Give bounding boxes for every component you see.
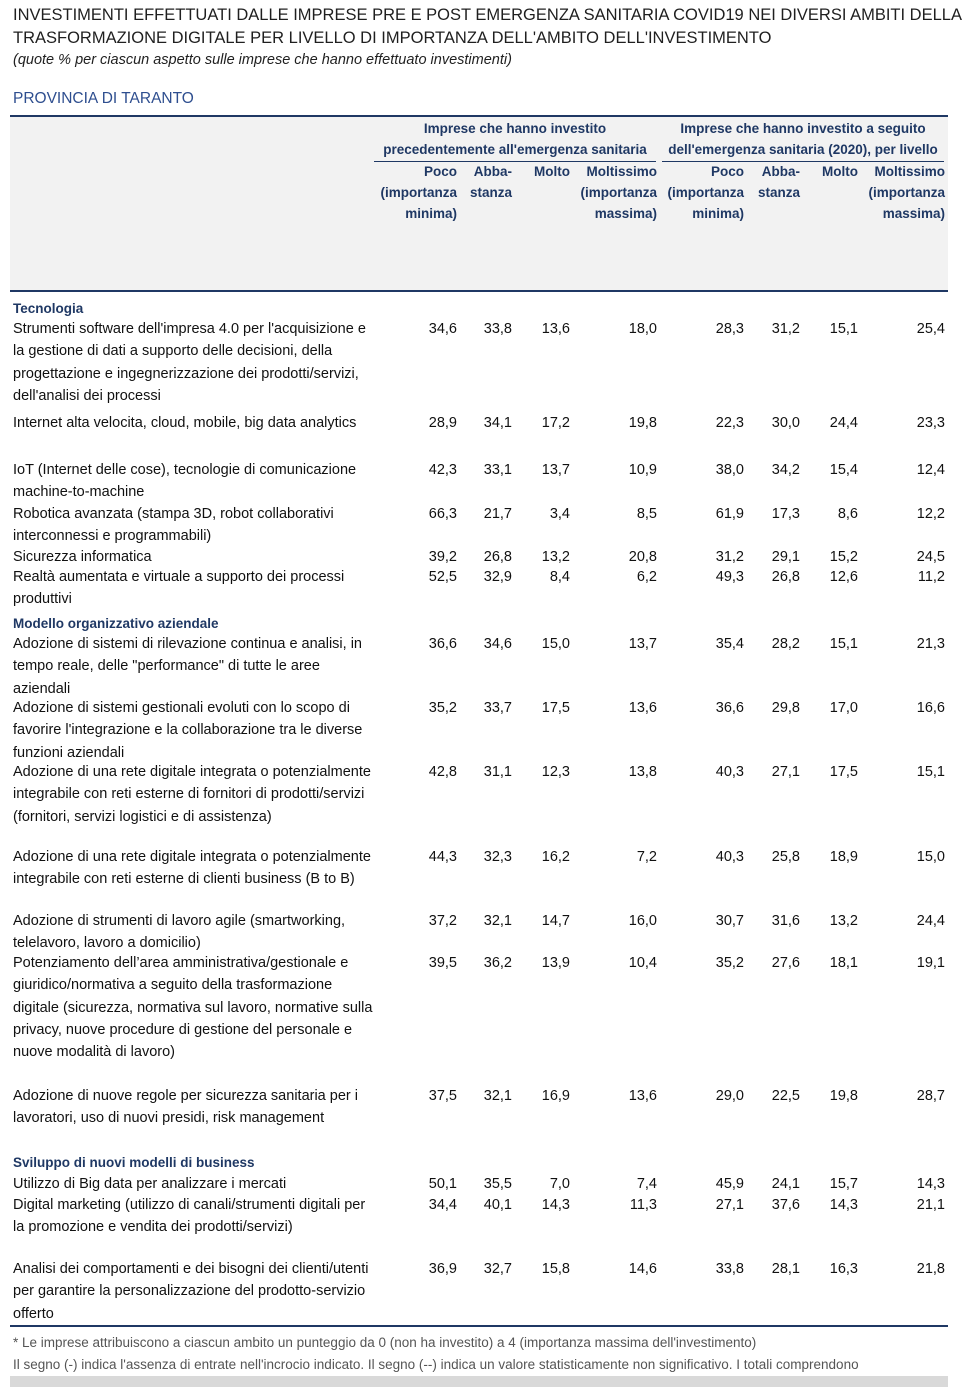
cell-value: 10,4 <box>628 955 657 971</box>
cell-value: 24,5 <box>916 549 945 565</box>
cell-value: 36,6 <box>715 700 744 716</box>
cell-value: 12,2 <box>916 506 945 522</box>
cell-value: 13,9 <box>541 955 570 971</box>
row-label: Digital marketing (utilizzo di canali/strumenti digitali per la promozione e vendita dei prodotti/servizi) <box>13 1197 366 1236</box>
column-header: Moltissimo (importanza massima) <box>580 164 657 221</box>
cell-value: 19,1 <box>916 955 945 971</box>
cell-value: 34,6 <box>483 636 512 652</box>
cell-value: 32,7 <box>483 1261 512 1277</box>
cell-value: 34,6 <box>428 321 457 337</box>
cell-value: 13,2 <box>541 549 570 565</box>
cell-value: 23,3 <box>916 415 945 431</box>
column-header: Molto <box>534 164 570 179</box>
cell-value: 44,3 <box>428 849 457 865</box>
cell-value: 12,6 <box>829 569 858 585</box>
row-label: Robotica avanzata (stampa 3D, robot collaborativi interconnessi e programmabili) <box>13 506 334 545</box>
cell-value: 10,9 <box>628 462 657 478</box>
cell-value: 31,2 <box>715 549 744 565</box>
cell-value: 33,8 <box>715 1261 744 1277</box>
cell-value: 8,4 <box>549 569 570 585</box>
cell-value: 28,3 <box>715 321 744 337</box>
cell-value: 15,1 <box>916 764 945 780</box>
cell-value: 6,2 <box>636 569 657 585</box>
cell-value: 49,3 <box>715 569 744 585</box>
cell-value: 13,6 <box>628 1088 657 1104</box>
cell-value: 39,2 <box>428 549 457 565</box>
cell-value: 16,6 <box>916 700 945 716</box>
section-title-nuovi-modelli-business: Sviluppo di nuovi modelli di business <box>13 1155 255 1170</box>
cell-value: 19,8 <box>628 415 657 431</box>
cell-value: 42,8 <box>428 764 457 780</box>
cell-value: 34,2 <box>771 462 800 478</box>
cell-value: 28,9 <box>428 415 457 431</box>
cell-value: 33,1 <box>483 462 512 478</box>
cell-value: 32,1 <box>483 913 512 929</box>
row-label: Adozione di una rete digitale integrata o potenzialmente integrabile con reti esterne di fornitori di prodotti/servizi (fornitori, servizi logistici e di assistenza) <box>13 764 371 825</box>
cell-value: 35,2 <box>428 700 457 716</box>
cell-value: 17,2 <box>541 415 570 431</box>
cell-value: 16,3 <box>829 1261 858 1277</box>
cell-value: 22,5 <box>771 1088 800 1104</box>
cell-value: 18,0 <box>628 321 657 337</box>
cell-value: 7,4 <box>636 1176 657 1192</box>
cell-value: 42,3 <box>428 462 457 478</box>
footnote-scoring: * Le imprese attribuiscono a ciascun ambito un punteggio da 0 (non ha investito) a 4 (importanza massima dell'investimento) <box>13 1335 757 1350</box>
cell-value: 13,7 <box>541 462 570 478</box>
cell-value: 16,0 <box>628 913 657 929</box>
report-subtitle: (quote % per ciascun aspetto sulle imprese che hanno effettuato investimenti) <box>13 52 512 68</box>
cell-value: 36,9 <box>428 1261 457 1277</box>
cell-value: 40,1 <box>483 1197 512 1213</box>
cell-value: 27,1 <box>715 1197 744 1213</box>
group-header-pre: Imprese che hanno investito precedentemente all'emergenza sanitaria <box>374 118 656 162</box>
row-label: Adozione di nuove regole per sicurezza sanitaria per i lavoratori, uso di nuovi presidi, risk management <box>13 1088 358 1127</box>
cell-value: 33,7 <box>483 700 512 716</box>
footnote-signs: Il segno (-) indica l'assenza di entrate nell'incrocio indicato. Il segno (--) indica un valore statisticamente non significativo. I totali comprendono <box>13 1357 859 1372</box>
cell-value: 35,4 <box>715 636 744 652</box>
footer-bar <box>10 1376 948 1387</box>
cell-value: 37,5 <box>428 1088 457 1104</box>
cell-value: 24,1 <box>771 1176 800 1192</box>
cell-value: 15,2 <box>829 549 858 565</box>
cell-value: 28,1 <box>771 1261 800 1277</box>
cell-value: 15,1 <box>829 321 858 337</box>
cell-value: 25,4 <box>916 321 945 337</box>
cell-value: 13,6 <box>541 321 570 337</box>
cell-value: 30,0 <box>771 415 800 431</box>
cell-value: 26,8 <box>771 569 800 585</box>
row-label: IoT (Internet delle cose), tecnologie di comunicazione machine-to-machine <box>13 462 357 501</box>
row-label: Strumenti software dell'impresa 4.0 per l'acquisizione e la gestione di dati a supporto delle decisioni, della progettazione e ingegnerizzazione dei prodotti/servizi, dell'analisi dei processi <box>13 321 366 404</box>
table-header-rule <box>10 290 948 292</box>
cell-value: 61,9 <box>715 506 744 522</box>
cell-value: 36,2 <box>483 955 512 971</box>
cell-value: 14,3 <box>916 1176 945 1192</box>
row-label: Adozione di strumenti di lavoro agile (smartworking, telelavoro, lavoro a domicilio) <box>13 913 346 952</box>
row-label: Realtà aumentata e virtuale a supporto dei processi produttivi <box>13 569 345 608</box>
row-label: Adozione di sistemi gestionali evoluti con lo scopo di favorire l'integrazione e la collaborazione tra le diverse funzioni aziendali <box>13 700 363 761</box>
cell-value: 21,7 <box>483 506 512 522</box>
cell-value: 17,3 <box>771 506 800 522</box>
cell-value: 17,0 <box>829 700 858 716</box>
cell-value: 28,2 <box>771 636 800 652</box>
cell-value: 11,2 <box>917 569 945 585</box>
cell-value: 35,5 <box>483 1176 512 1192</box>
cell-value: 8,6 <box>837 506 858 522</box>
row-label: Adozione di sistemi di rilevazione continua e analisi, in tempo reale, delle "performance" di tutte le aree aziendali <box>13 636 362 697</box>
cell-value: 12,4 <box>916 462 945 478</box>
cell-value: 12,3 <box>541 764 570 780</box>
cell-value: 29,8 <box>771 700 800 716</box>
cell-value: 13,8 <box>628 764 657 780</box>
cell-value: 13,6 <box>628 700 657 716</box>
cell-value: 37,6 <box>771 1197 800 1213</box>
cell-value: 19,8 <box>829 1088 858 1104</box>
row-label: Adozione di una rete digitale integrata o potenzialmente integrabile con reti esterne di clienti business (B to B) <box>13 849 371 888</box>
cell-value: 18,9 <box>829 849 858 865</box>
cell-value: 21,1 <box>916 1197 945 1213</box>
cell-value: 14,3 <box>829 1197 858 1213</box>
column-header: Poco (importanza minima) <box>667 164 744 221</box>
cell-value: 30,7 <box>715 913 744 929</box>
cell-value: 13,2 <box>829 913 858 929</box>
cell-value: 8,5 <box>636 506 657 522</box>
cell-value: 45,9 <box>715 1176 744 1192</box>
row-label: Sicurezza informatica <box>13 549 152 565</box>
cell-value: 16,2 <box>541 849 570 865</box>
cell-value: 33,8 <box>483 321 512 337</box>
cell-value: 40,3 <box>715 849 744 865</box>
cell-value: 32,3 <box>483 849 512 865</box>
cell-value: 16,9 <box>541 1088 570 1104</box>
cell-value: 15,0 <box>541 636 570 652</box>
group-header-post: Imprese che hanno investito a seguito dell'emergenza sanitaria (2020), per livello <box>662 118 944 162</box>
cell-value: 34,4 <box>428 1197 457 1213</box>
cell-value: 7,2 <box>636 849 657 865</box>
cell-value: 14,7 <box>541 913 570 929</box>
cell-value: 24,4 <box>829 415 858 431</box>
report-title: INVESTIMENTI EFFETTUATI DALLE IMPRESE PRE E POST EMERGENZA SANITARIA COVID19 NEI DIVERSI AMBITI DELLA TRASFORMAZIONE DIGITALE PER LIVELLO DI IMPORTANZA DELL'AMBITO DELL'INVESTIMENTO <box>13 6 962 47</box>
cell-value: 31,6 <box>771 913 800 929</box>
section-title-tecnologia: Tecnologia <box>13 301 84 316</box>
cell-value: 39,5 <box>428 955 457 971</box>
cell-value: 37,2 <box>428 913 457 929</box>
cell-value: 35,2 <box>715 955 744 971</box>
column-header: Poco (importanza minima) <box>380 164 457 221</box>
row-label: Potenziamento dell’area amministrativa/gestionale e giuridico/normativa a seguito della trasformazione digitale (sicurezza, normativa sul lavoro, normative sulla privacy, nuove procedure di gestione del personale e nuove modalità di lavoro) <box>13 955 373 1061</box>
province-heading: PROVINCIA DI TARANTO <box>13 90 194 107</box>
section-title-modello-organizzativo: Modello organizzativo aziendale <box>13 616 219 631</box>
cell-value: 3,4 <box>549 506 570 522</box>
cell-value: 34,1 <box>483 415 512 431</box>
cell-value: 14,3 <box>541 1197 570 1213</box>
cell-value: 31,1 <box>483 764 512 780</box>
cell-value: 7,0 <box>549 1176 570 1192</box>
row-label: Internet alta velocita, cloud, mobile, big data analytics <box>13 415 357 431</box>
column-header: Abba- stanza <box>757 164 800 200</box>
cell-value: 15,7 <box>829 1176 858 1192</box>
cell-value: 40,3 <box>715 764 744 780</box>
column-header: Moltissimo (importanza massima) <box>868 164 945 221</box>
cell-value: 66,3 <box>428 506 457 522</box>
cell-value: 31,2 <box>771 321 800 337</box>
row-label: Utilizzo di Big data per analizzare i mercati <box>13 1176 287 1192</box>
cell-value: 11,3 <box>629 1197 657 1213</box>
cell-value: 25,8 <box>771 849 800 865</box>
cell-value: 27,1 <box>771 764 800 780</box>
table-top-rule <box>10 115 948 117</box>
cell-value: 20,8 <box>628 549 657 565</box>
cell-value: 17,5 <box>541 700 570 716</box>
column-header: Molto <box>822 164 858 179</box>
table-bottom-rule <box>10 1325 948 1327</box>
cell-value: 15,1 <box>829 636 858 652</box>
cell-value: 15,4 <box>829 462 858 478</box>
cell-value: 18,1 <box>829 955 858 971</box>
cell-value: 32,9 <box>483 569 512 585</box>
cell-value: 17,5 <box>829 764 858 780</box>
cell-value: 50,1 <box>428 1176 457 1192</box>
cell-value: 13,7 <box>628 636 657 652</box>
cell-value: 14,6 <box>628 1261 657 1277</box>
cell-value: 26,8 <box>483 549 512 565</box>
column-header: Abba- stanza <box>469 164 512 200</box>
cell-value: 27,6 <box>771 955 800 971</box>
cell-value: 21,8 <box>916 1261 945 1277</box>
row-label: Analisi dei comportamenti e dei bisogni dei clienti/utenti per garantire la personalizzazione del prodotto-servizio offerto <box>13 1261 369 1322</box>
cell-value: 21,3 <box>916 636 945 652</box>
cell-value: 38,0 <box>715 462 744 478</box>
cell-value: 24,4 <box>916 913 945 929</box>
cell-value: 15,8 <box>541 1261 570 1277</box>
cell-value: 32,1 <box>483 1088 512 1104</box>
cell-value: 36,6 <box>428 636 457 652</box>
cell-value: 15,0 <box>916 849 945 865</box>
cell-value: 22,3 <box>715 415 744 431</box>
cell-value: 29,1 <box>771 549 800 565</box>
cell-value: 52,5 <box>428 569 457 585</box>
cell-value: 28,7 <box>916 1088 945 1104</box>
cell-value: 29,0 <box>715 1088 744 1104</box>
